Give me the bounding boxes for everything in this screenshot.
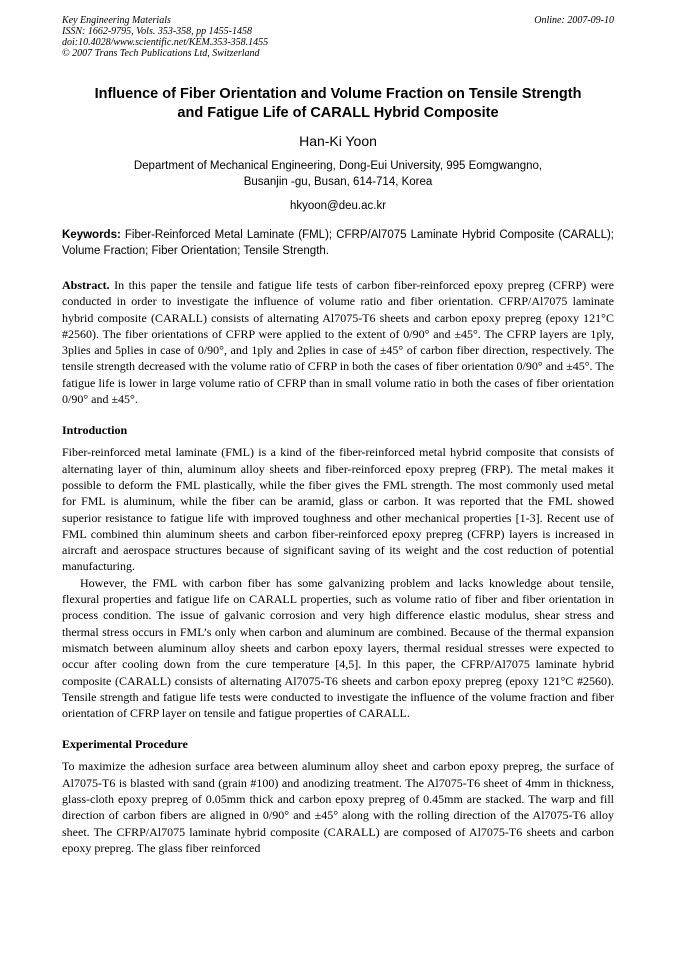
online-date: Online: 2007-09-10 <box>534 15 614 26</box>
abstract <box>62 277 614 407</box>
author-email: hkyoon@deu.ac.kr <box>289 200 387 212</box>
author-affiliation <box>62 158 614 190</box>
experimental-heading: Experimental Procedure <box>62 737 188 752</box>
paper-title-line2: and Fatigue Life of CARALL Hybrid Composite <box>177 105 499 121</box>
keywords-text: Fiber-Reinforced Metal Laminate (FML); CFRP/Al7075 Laminate Hybrid Composite (CARALL); Volume Fraction; Fiber Orientation; Tensile Strength. <box>62 229 614 257</box>
experimental-paragraph-1: To maximize the adhesion surface area between aluminum alloy sheet and carbon epoxy prepreg, the surface of Al7075-T6 is blasted with sand (grain #100) and anodizing treatment. The Al7075-T6 sheet of 4mm in thickness, glass-cloth epoxy prepreg of 0.05mm thick and carbon epoxy prepreg of 0.45mm are stacked. The warp and fill direction of carbon fibers are aligned in 0/90° and ±45° along with the rolling direction of the Al7075-T6 alloy sheet. The CFRP/Al7075 laminate hybrid composite (CARALL) are composed of Al7075-T6 sheets and carbon epoxy prepreg. The glass fiber reinforced <box>62 759 614 855</box>
affiliation-line1: Department of Mechanical Engineering, Dong-Eui University, 995 Eomgwangno, <box>133 160 543 172</box>
introduction-paragraph-2: However, the FML with carbon fiber has some galvanizing problem and lacks knowledge about tensile, flexural properties and fatigue life on CARALL properties, such as volume ratio of fiber and fiber orientation in process condition. The issue of galvanic corrosion and very high difference elastic modulus, shear stress and thermal stress occurs in FML’s only when carbon and aluminum are combined. Because of the thermal expansion mismatch between aluminum alloy sheets and carbon epoxy layers, thermal residual stresses were expected to occur after cooling down from the cure temperature [4,5]. In this paper, the CFRP/Al7075 laminate hybrid composite (CARALL) consists of alternating Al7075-T6 sheets and carbon epoxy prepreg (epoxy 121°C #2560). Tensile strength and fatigue life tests were conducted to investigate the influence of the volume fraction and fiber orientation of CFRP layer on tensile and fatigue properties of CARALL. <box>62 575 614 721</box>
paper-title <box>62 85 614 123</box>
introduction-paragraph-1: Fiber-reinforced metal laminate (FML) is a kind of the fiber-reinforced metal hybrid composite that consists of alternating layer of thin, aluminum alloy sheets and fiber-reinforced epoxy prepreg (FRP). The metal makes it possible to deform the FML plastically, while the fiber gives the FML strength. The most commonly used metal for FML is aluminum, while the fiber can be aramid, glass or carbon. It was reported that the FML showed superior resistance to fatigue life with improved toughness and other mechanical properties [1-3]. Recent use of FML combined thin aluminum sheets and carbon fiber-reinforced epoxy prepreg (CFRP) layers is increased in aircraft and aerospace structures because of significant saving of its weight and the cost reduction of potential manufacturing. <box>62 445 614 574</box>
author-name: Han-Ki Yoon <box>299 133 377 149</box>
journal-header <box>62 15 614 59</box>
keywords-label: Keywords: <box>62 229 121 241</box>
journal-issn: ISSN: 1662-9795, Vols. 353-358, pp 1455-1458 <box>62 26 252 37</box>
affiliation-line2: Busanjin -gu, Busan, 614-714, Korea <box>243 176 433 188</box>
paper-title-line1: Influence of Fiber Orientation and Volume Fraction on Tensile Strength <box>94 86 582 102</box>
abstract-text: In this paper the tensile and fatigue life tests of carbon fiber-reinforced epoxy prepreg (CFRP) were conducted in order to investigate the influence of volume ratio and fiber orientation. CFRP/Al7075 laminate hybrid composite (CARALL) consists of alternating Al7075-T6 sheets and carbon epoxy prepreg (epoxy 121°C #2560). The fiber orientations of CFRP were applied to the extent of 0/90° and ±45°. The CFRP layers are 1ply, 3plies and 5plies in case of 0/90°, and 1ply and 2plies in case of ±45° of carbon fiber direction, respectively. The tensile strength decreased with the volume ratio of CFRP in both the cases of fiber orientation 0/90° and ±45°. The fatigue life is lower in large volume ratio of CFRP than in small volume ratio in both the cases of fiber orientation 0/90° and ±45°. <box>62 278 614 407</box>
journal-name: Key Engineering Materials <box>62 15 171 26</box>
introduction-heading: Introduction <box>62 423 128 438</box>
journal-copyright: © 2007 Trans Tech Publications Ltd, Switzerland <box>62 48 260 59</box>
paper-page <box>62 15 614 856</box>
abstract-label: Abstract. <box>62 278 110 292</box>
keywords <box>62 227 614 259</box>
journal-doi: doi:10.4028/www.scientific.net/KEM.353-358.1455 <box>62 37 269 48</box>
